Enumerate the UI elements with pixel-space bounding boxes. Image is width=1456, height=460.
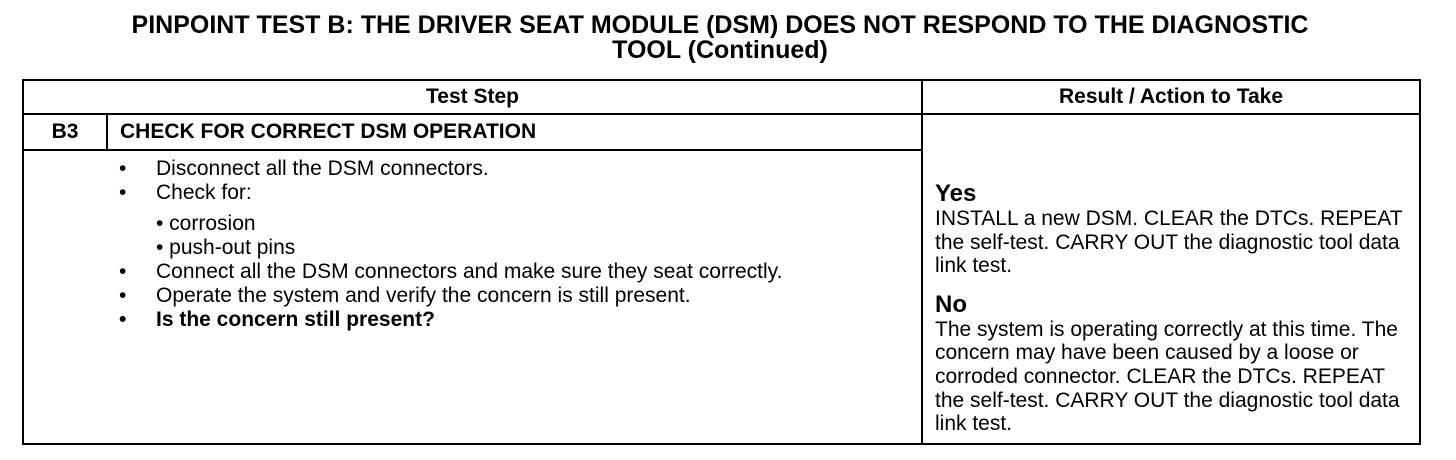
bullet: •: [119, 260, 127, 283]
list-item: [119, 260, 919, 284]
list-item-text: Check for:: [156, 181, 252, 204]
list-item-text: Operate the system and verify the concern is still present.: [156, 284, 691, 307]
step-id-divider: [106, 114, 108, 150]
title-line-1: PINPOINT TEST B: THE DRIVER SEAT MODULE (DSM) DOES NOT RESPOND TO THE DIAGNOSTIC: [131, 11, 1309, 39]
pinpoint-test-table: [22, 79, 1421, 445]
list-item: [119, 284, 919, 308]
result-action-cell: [935, 181, 1415, 436]
yes-label: Yes: [935, 180, 977, 207]
list-item: [119, 308, 919, 332]
list-item-text: Connect all the DSM connectors and make sure they seat correctly.: [156, 260, 783, 283]
no-action-text: The system is operating correctly at this time. The concern may have been caused by a loose or corroded connector. CLEAR the DTCs. REPEAT the self-test. CARRY OUT the diagnostic tool data link test.: [935, 317, 1400, 436]
page-title: [0, 13, 1440, 63]
title-line-2: TOOL (Continued): [612, 36, 828, 64]
step-row-divider: [24, 149, 922, 151]
sub-list-item: • push-out pins: [156, 236, 296, 259]
list-item-question: Is the concern still present?: [156, 308, 435, 331]
yes-action-text: INSTALL a new DSM. CLEAR the DTCs. REPEAT the self-test. CARRY OUT the diagnostic tool data link test.: [935, 207, 1403, 278]
list-item: [119, 157, 919, 181]
step-id: B3: [51, 120, 79, 143]
bullet: •: [119, 157, 127, 180]
step-title: CHECK FOR CORRECT DSM OPERATION: [120, 120, 537, 143]
bullet: •: [119, 284, 127, 307]
header-result-action: Result / Action to Take: [1058, 85, 1284, 108]
list-item: [119, 181, 919, 205]
column-divider: [921, 81, 923, 443]
step-instructions: [119, 157, 919, 332]
sub-list-item: • corrosion: [156, 212, 256, 235]
header-test-step: Test Step: [426, 85, 519, 108]
bullet: •: [119, 181, 127, 204]
bullet: •: [119, 308, 127, 331]
no-label: No: [935, 290, 967, 318]
list-item-text: Disconnect all the DSM connectors.: [156, 157, 489, 180]
sub-list: [119, 212, 919, 260]
